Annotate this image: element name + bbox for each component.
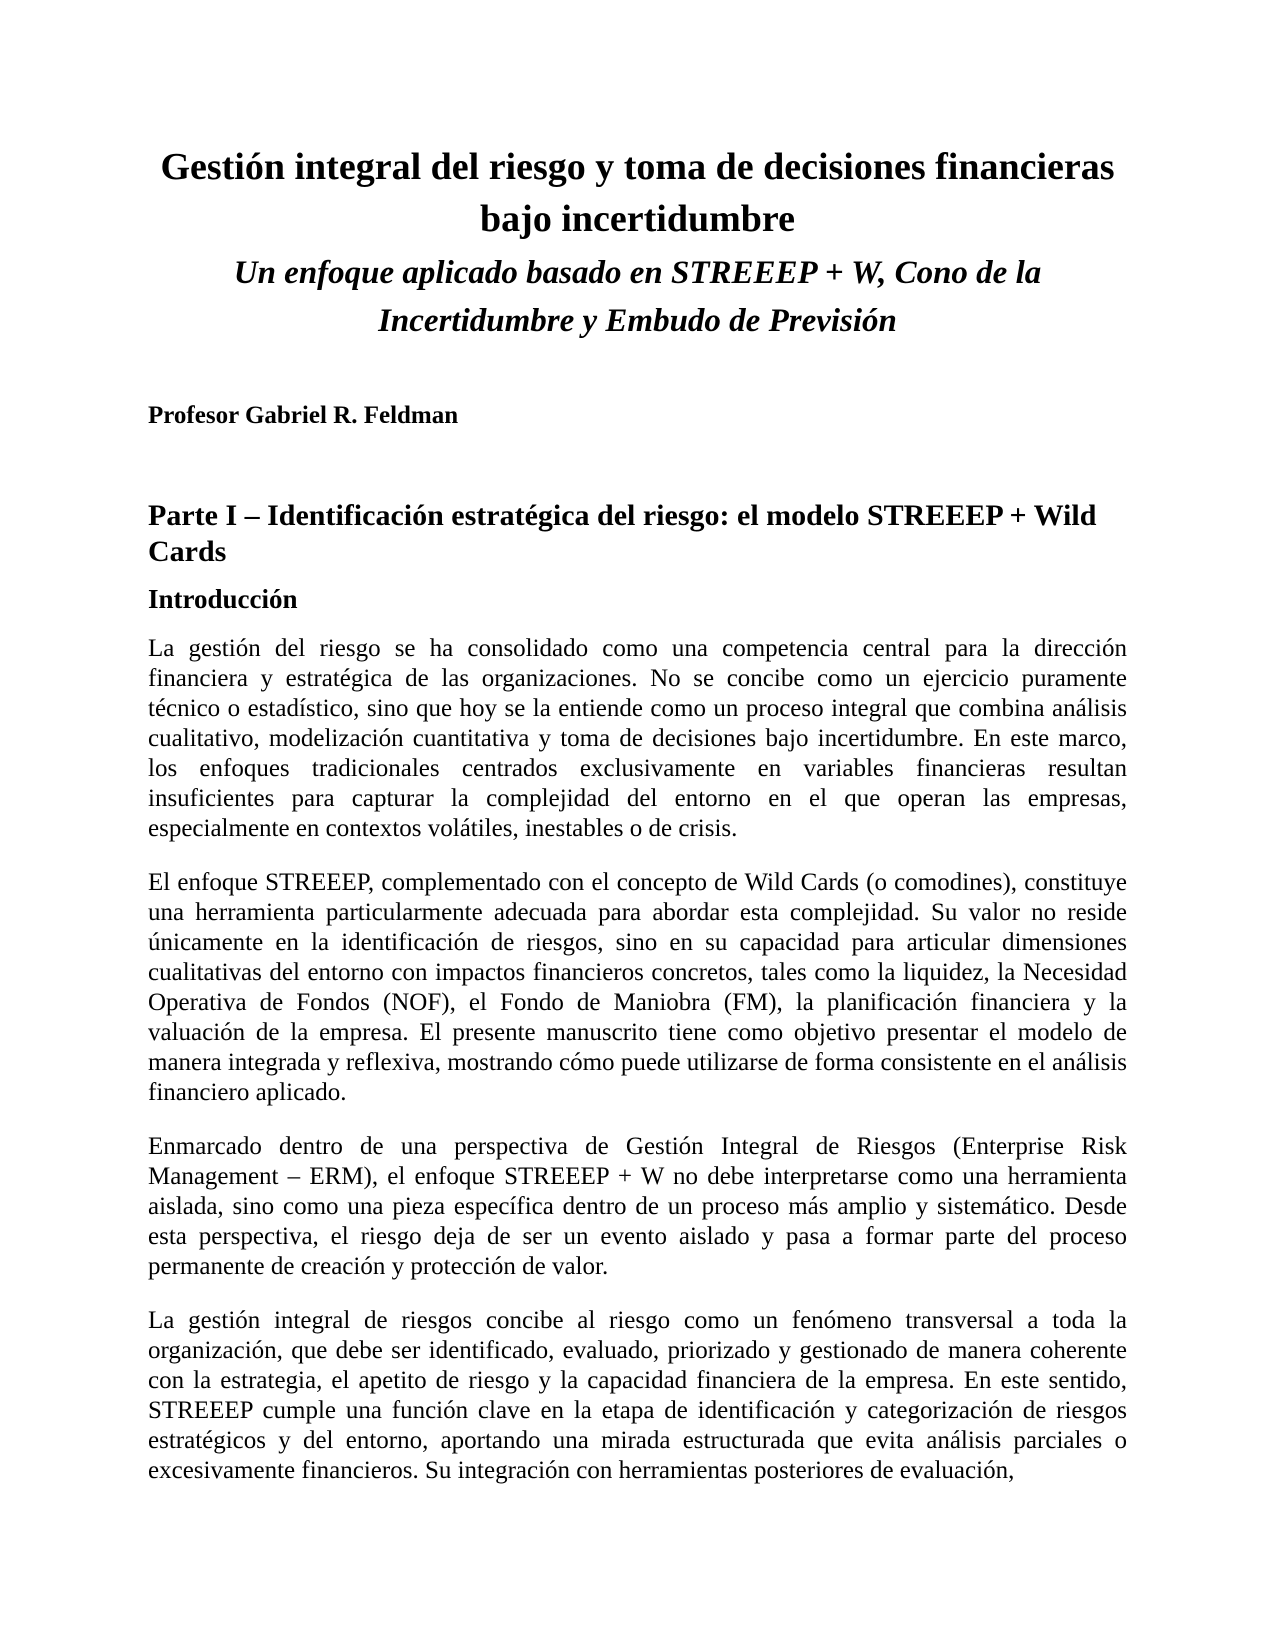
paragraph-3: Enmarcado dentro de una perspectiva de Gestión Integral de Riesgos (Enterprise Risk Management – ERM), el enfoque STREEEP + W no debe interpretarse como una herramienta aislada, sino como una pieza específica dentro de un proceso más amplio y sistemático. Desde esta perspectiva, el riesgo deja de ser un evento aislado y pasa a formar parte del proceso permanente de creación y protección de valor. bbox=[148, 1133, 1127, 1280]
body-text bbox=[148, 634, 1127, 1486]
paragraph-1: La gestión del riesgo se ha consolidado como una competencia central para la dirección financiera y estratégica de las organizaciones. No se concibe como un ejercicio puramente técnico o estadístico, sino que hoy se la entiende como un proceso integral que combina análisis cualitativo, modelización cuantitativa y toma de decisiones bajo incertidumbre. En este marco, los enfoques tradicionales centrados exclusivamente en variables financieras resultan insuficientes para capturar la complejidad del entorno en el que operan las empresas, especialmente en contextos volátiles, inestables o de crisis. bbox=[148, 635, 1127, 842]
section-heading: Introducción bbox=[148, 584, 298, 614]
author-line: Profesor Gabriel R. Feldman bbox=[148, 402, 459, 429]
paragraph-2: El enfoque STREEEP, complementado con el concepto de Wild Cards (o comodines), constituye una herramienta particularmente adecuada para abordar esta complejidad. Su valor no reside únicamente en la identificación de riesgos, sino en su capacidad para articular dimensiones cualitativas del entorno con impactos financieros concretos, tales como la liquidez, la Necesidad Operativa de Fondos (NOF), el Fondo de Maniobra (FM), la planificación financiera y la valuación de la empresa. El presente manuscrito tiene como objetivo presentar el modelo de manera integrada y reflexiva, mostrando cómo puede utilizarse de forma consistente en el análisis financiero aplicado. bbox=[148, 869, 1127, 1106]
paragraph-4: La gestión integral de riesgos concibe al riesgo como un fenómeno transversal a toda la organización, que debe ser identificado, evaluado, priorizado y gestionado de manera coherente con la estrategia, el apetito de riesgo y la capacidad financiera de la empresa. En este sentido, STREEEP cumple una función clave en la etapa de identificación y categorización de riesgos estratégicos y del entorno, aportando una mirada estructurada que evita análisis parciales o excesivamente financieros. Su integración con herramientas posteriores de evaluación, bbox=[148, 1307, 1127, 1484]
document-title: Gestión integral del riesgo y toma de decisiones financieras bajo incertidumbre bbox=[160, 146, 1115, 240]
part-heading: Parte I – Identificación estratégica del riesgo: el modelo STREEEP + Wild Cards bbox=[148, 499, 1097, 568]
document-subtitle: Un enfoque aplicado basado en STREEEP + W, Cono de la Incertidumbre y Embudo de Previsión bbox=[233, 255, 1042, 339]
